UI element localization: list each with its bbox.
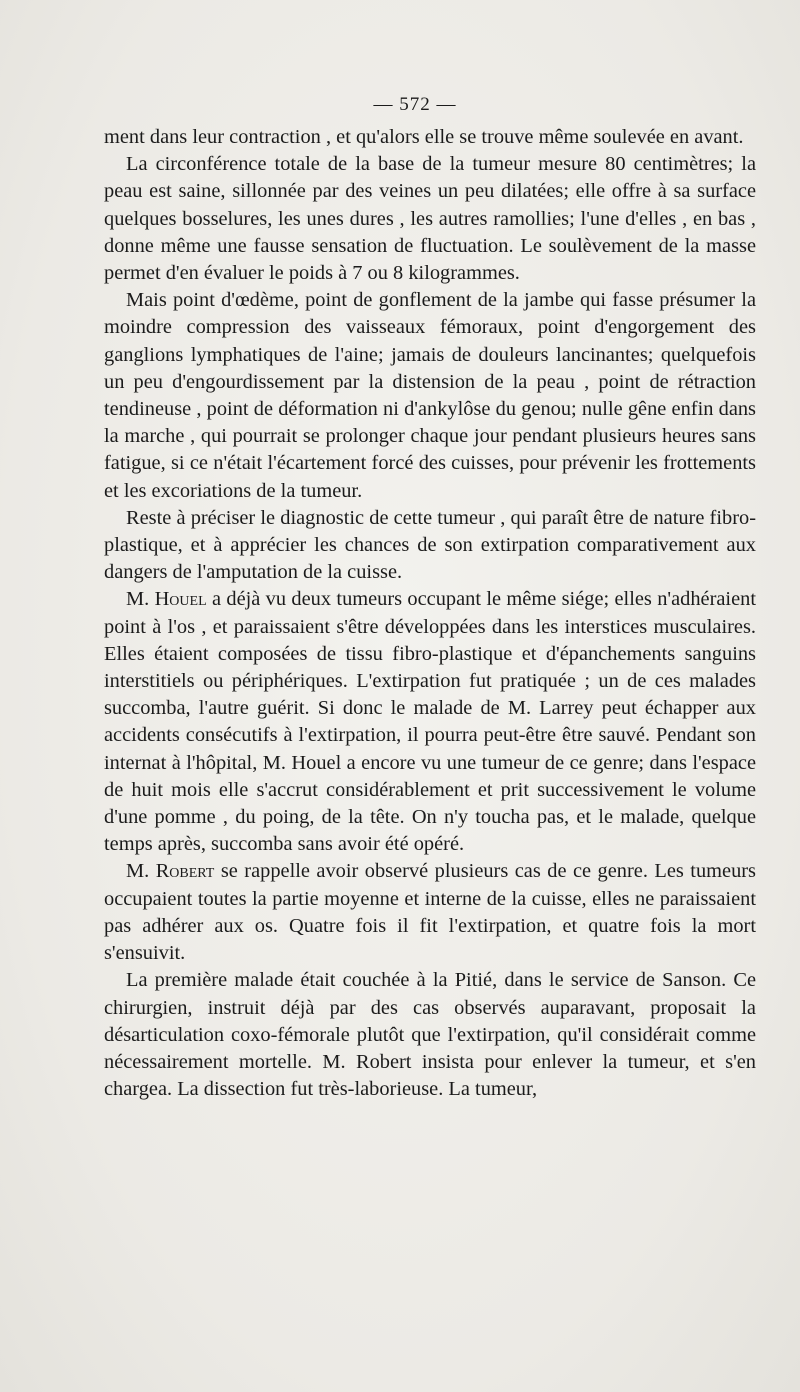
paragraph-symptoms: Mais point d'œdème, point de gonflement de la jambe qui fasse présumer la moindre compression des vaisseaux fémoraux, point d'engorgement des ganglions lymphatiques de l'aine; jamais de douleurs lancinantes; quelquefois un peu d'engourdissement par la distension de la peau , point de rétraction tendineuse , point de déformation ni d'ankylôse du genou; nulle gêne enfin dans la marche , qui pourrait se prolonger chaque jour pendant plusieurs heures sans fatigue, si ce n'était l'écartement forcé des cuisses, pour prévenir les frottements et les excoriations de la tumeur. bbox=[104, 289, 756, 502]
body-text bbox=[104, 124, 756, 1103]
paragraph-first-patient: La première malade était couchée à la Pitié, dans le service de Sanson. Ce chirurgien, instruit déjà par des cas observés auparavant, proposait la désarticulation coxo-fémorale plutôt que l'extirpation, qu'il considérait comme nécessairement mortelle. M. Robert insista pour enlever la tumeur, et s'en chargea. La dissection fut très-laborieuse. La tumeur, bbox=[104, 969, 756, 1101]
paragraph-continuation: ment dans leur contraction , et qu'alors elle se trouve même soulevée en avant. bbox=[104, 126, 744, 148]
paragraph-robert-text: se rappelle avoir observé plusieurs cas de ce genre. Les tumeurs occupaient toutes la partie moyenne et interne de la cuisse, elles ne paraissaient pas adhérer aux os. Quatre fois il fit l'extirpation, et quatre fois la mort s'ensuivit. bbox=[104, 860, 756, 965]
speaker-name-houel: Houel bbox=[154, 588, 207, 611]
paragraph-diagnosis: Reste à préciser le diagnostic de cette tumeur , qui paraît être de nature fibro-plastique, et à apprécier les chances de son extirpation comparativement aux dangers de l'amputation de la cuisse. bbox=[104, 506, 756, 584]
paragraph-robert bbox=[104, 858, 756, 967]
paragraph-tumor-description: La circonférence totale de la base de la tumeur mesure 80 centimètres; la peau est saine, sillonnée par des veines un peu dilatées; elle offre à sa surface quelques bosselures, les unes dures , les autres ramollies; l'une d'elles , en bas , donne même une fausse sensation de fluctuation. Le soulèvement de la masse permet d'en évaluer le poids à 7 ou 8 kilogrammes. bbox=[104, 153, 756, 285]
speaker-name-robert: Robert bbox=[155, 860, 215, 883]
paragraph-houel bbox=[104, 586, 756, 858]
page-number: — 572 — bbox=[373, 94, 457, 115]
paragraph-houel-text: a déjà vu deux tumeurs occupant le même siége; elles n'adhéraient point à l'os , et paraissaient s'être développées dans les interstices musculaires. Elles étaient composées de tissu fibro-plastique et d'épanchements sanguins interstitiels ou périphériques. L'extirpation fut pratiquée ; un de ces malades succomba, l'autre guérit. Si donc le malade de M. Larrey peut échapper aux accidents consécutifs à l'extirpation, il pourra peut-être être sauvé. Pendant son internat à l'hôpital, M. Houel a encore vu une tumeur de ce genre; dans l'espace de huit mois elle s'accrut considérablement et prit successivement le volume d'une pomme , du poing, de la tête. On n'y toucha pas, et le malade, quelque temps après, succomba sans avoir été opéré. bbox=[104, 588, 756, 856]
speaker-prefix: M. bbox=[126, 860, 156, 883]
speaker-prefix: M. bbox=[126, 588, 155, 611]
